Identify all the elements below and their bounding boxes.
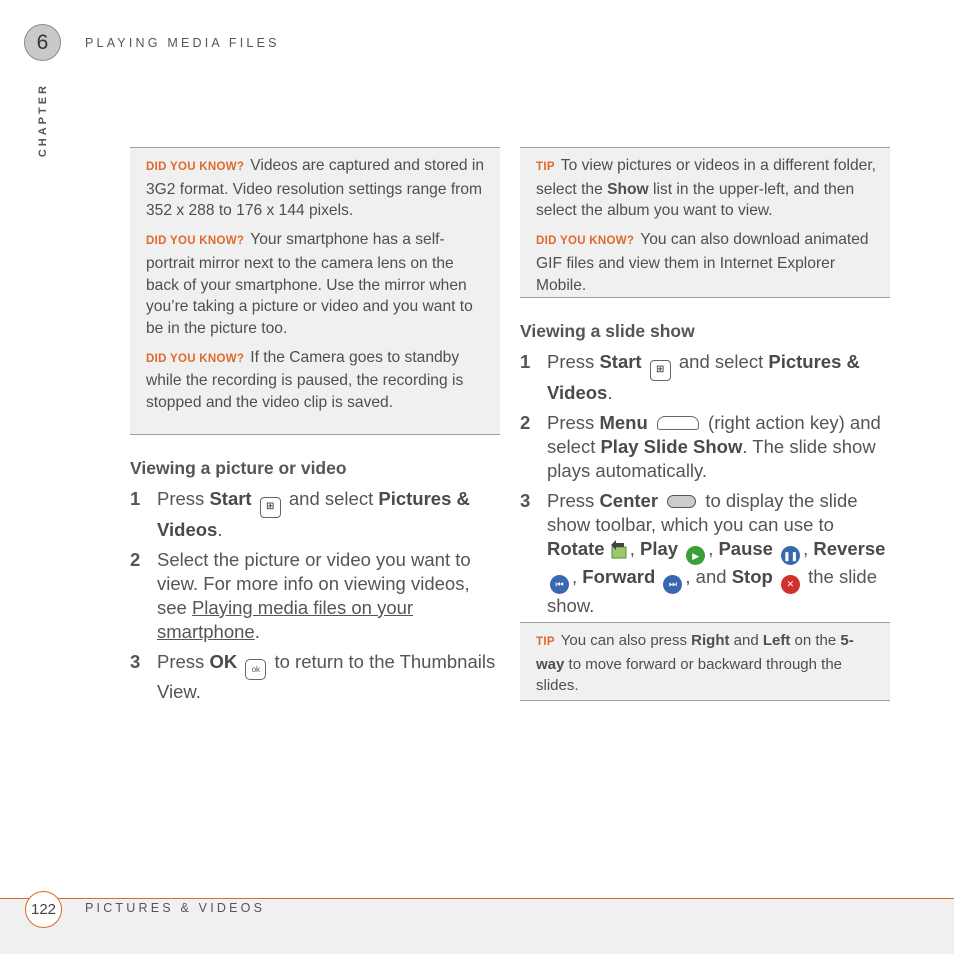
- step-number: 3: [520, 489, 531, 511]
- step-item: [520, 350, 890, 405]
- did-you-know-text: Your smartphone has a self-portrait mirror next to the camera lens on the back of your smartphone. Use the mirror when you’re taking a picture or video and you want to be in the picture too.: [146, 231, 473, 337]
- did-you-know-box: [130, 147, 500, 435]
- windows-start-icon: ⊞: [650, 360, 671, 381]
- center-key-label: Center: [599, 489, 659, 511]
- step-text: . The slide show plays automatically.: [547, 435, 876, 481]
- right-action-key-icon: [657, 416, 699, 430]
- tip-label: TIP: [536, 636, 555, 648]
- rotate-label: Rotate: [547, 537, 605, 559]
- did-you-know-label: DID YOU KNOW?: [536, 235, 635, 248]
- step-item: [520, 411, 890, 483]
- tip-text: on the: [790, 632, 841, 649]
- menu-target-label: Play Slide Show: [600, 435, 743, 457]
- step-number: 3: [130, 650, 141, 672]
- step-text: ,: [803, 537, 814, 559]
- step-text: ,: [572, 566, 583, 587]
- step-text: ,: [629, 537, 640, 559]
- step-item: [130, 487, 500, 542]
- step-item: [520, 489, 890, 618]
- step-number: 1: [130, 488, 141, 509]
- forward-label: Forward: [582, 566, 656, 587]
- tip-text: To view pictures or videos in a different folder, select the: [536, 157, 877, 198]
- show-list-label: Show: [607, 180, 649, 198]
- did-you-know-note-1: [146, 155, 487, 222]
- menu-target-label: Pictures & Videos: [547, 351, 860, 403]
- pause-label: Pause: [718, 537, 773, 559]
- step-text: the slide show.: [547, 566, 877, 616]
- did-you-know-label: DID YOU KNOW?: [146, 352, 245, 365]
- step-text: Press: [547, 489, 600, 511]
- step-text: ,: [708, 537, 719, 559]
- chapter-label: CHAPTER: [37, 83, 49, 158]
- play-label: Play: [639, 537, 679, 559]
- step-text: and select: [288, 488, 379, 509]
- did-you-know-label: DID YOU KNOW?: [146, 235, 245, 248]
- tip-text: You can also press: [560, 632, 692, 649]
- step-item: [130, 650, 500, 705]
- footer-divider: [0, 898, 954, 899]
- tip-note: [536, 155, 877, 222]
- did-you-know-note-4: [536, 229, 877, 296]
- step-text: .: [254, 620, 260, 642]
- windows-start-icon: ⊞: [260, 497, 281, 518]
- tip-note: [536, 630, 877, 697]
- playing-media-files-link[interactable]: Playing media files on your smartphone: [157, 596, 414, 642]
- section-heading-viewing-picture: Viewing a picture or video: [130, 458, 347, 478]
- did-you-know-text: Videos are captured and stored in 3G2 format. Video resolution settings range from 352 x 288 to 176 x 144 pixels.: [146, 157, 485, 220]
- forward-icon: ⏭: [663, 575, 682, 594]
- ok-key-icon: ok: [245, 659, 266, 680]
- play-icon: ▶: [686, 546, 705, 565]
- step-text: Press: [547, 351, 600, 372]
- step-text: Press: [157, 488, 210, 509]
- picture-steps-list: [130, 487, 500, 710]
- reverse-icon: ⏮: [550, 575, 569, 594]
- reverse-label: Reverse: [813, 537, 886, 559]
- section-heading-viewing-slideshow: Viewing a slide show: [520, 321, 695, 341]
- stop-label: Stop: [731, 566, 773, 587]
- step-text: to display the slide show toolbar, which you can use to: [547, 489, 858, 535]
- chapter-number-badge: 6: [24, 24, 61, 61]
- tip-text: and: [729, 632, 763, 649]
- did-you-know-note-2: [146, 229, 487, 340]
- step-text: to return to the Thumbnails View.: [157, 650, 496, 702]
- step-text: .: [607, 381, 613, 403]
- menu-key-label: Menu: [599, 411, 648, 433]
- menu-target-label: Pictures & Videos: [157, 488, 470, 540]
- did-you-know-note-3: [146, 347, 487, 414]
- did-you-know-text: You can also download animated GIF files and view them in Internet Explorer Mobile.: [536, 231, 869, 294]
- start-key-label: Start: [599, 351, 642, 372]
- start-key-label: Start: [209, 488, 252, 509]
- pause-icon: ❚❚: [781, 546, 800, 565]
- step-text: , and: [685, 566, 732, 587]
- slideshow-steps-list: [520, 350, 890, 624]
- step-text: Press: [157, 650, 210, 672]
- chapter-title: PLAYING MEDIA FILES: [85, 36, 280, 50]
- tip-text: list in the upper-left, and then select the album you want to view.: [536, 180, 855, 220]
- ok-key-label: OK: [209, 650, 238, 672]
- step-text: and select: [678, 351, 769, 372]
- tip-box-top: [520, 147, 890, 298]
- step-text: Select the picture or video you want to view. For more info on viewing videos, see: [157, 548, 471, 618]
- step-text: Press: [547, 411, 600, 433]
- step-number: 2: [520, 411, 531, 433]
- center-key-icon: [667, 495, 696, 508]
- footer-section-title: PICTURES & VIDEOS: [85, 901, 266, 915]
- step-number: 2: [130, 548, 141, 570]
- step-item: [130, 548, 500, 644]
- five-way-label: 5-way: [536, 632, 854, 673]
- did-you-know-text: If the Camera goes to standby while the recording is paused, the recording is stopped and the video clip is saved.: [146, 348, 464, 412]
- step-text: (right action key) and select: [547, 411, 881, 457]
- rotate-icon: [610, 539, 630, 565]
- right-key-label: Right: [691, 632, 730, 649]
- tip-box-bottom: [520, 622, 890, 701]
- tip-text: to move forward or backward through the slides.: [536, 655, 842, 695]
- tip-label: TIP: [536, 161, 555, 173]
- left-key-label: Left: [762, 632, 791, 649]
- page-number: 122: [25, 891, 62, 928]
- step-number: 1: [520, 351, 531, 372]
- step-text: .: [217, 518, 223, 540]
- did-you-know-label: DID YOU KNOW?: [146, 161, 245, 173]
- stop-icon: ✕: [781, 575, 800, 594]
